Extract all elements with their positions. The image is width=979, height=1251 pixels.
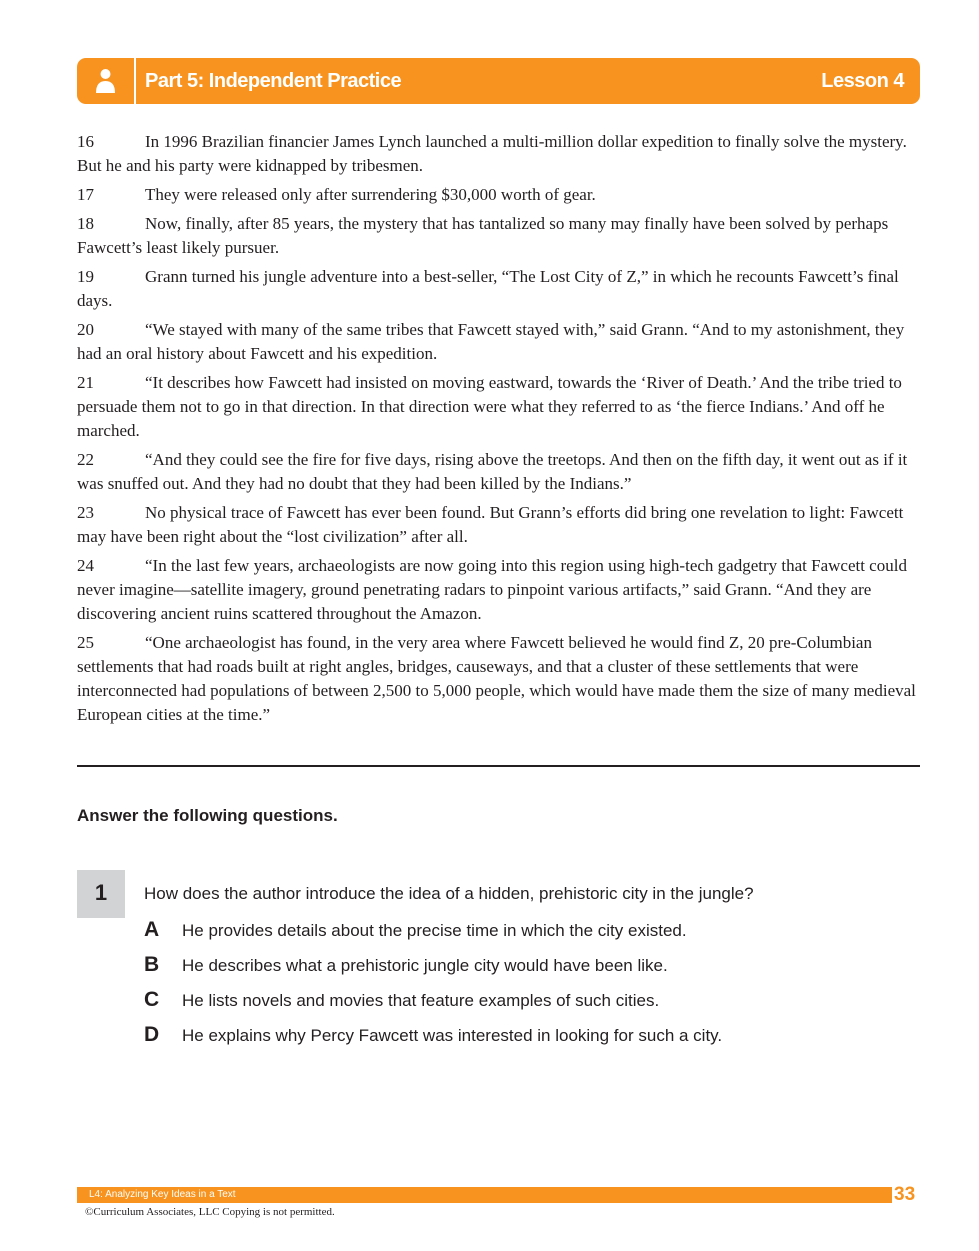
paragraph-number: 18	[77, 214, 94, 233]
paragraph-number: 22	[77, 450, 94, 469]
paragraph-16	[77, 130, 920, 178]
paragraph-text: They were released only after surrendering $30,000 worth of gear.	[145, 185, 596, 204]
paragraph-18	[77, 212, 920, 260]
paragraph-19	[77, 265, 920, 313]
paragraph-number: 25	[77, 633, 94, 652]
passage	[77, 130, 920, 732]
choice-text: He explains why Percy Fawcett was interested in looking for such a city.	[182, 1026, 723, 1045]
paragraph-text: No physical trace of Fawcett has ever been found. But Grann’s efforts did bring one revelation to light: Fawcett may have been right about the “lost civilization” after all.	[77, 503, 904, 546]
paragraph-text: “It describes how Fawcett had insisted on moving eastward, towards the ‘River of Death.’ And the tribe tried to persuade them not to go in that direction. In that direction were what they referred to as ‘the fierce Indians.’ And off he marched.	[77, 373, 902, 440]
paragraph-text: In 1996 Brazilian financier James Lynch launched a multi-million dollar expedition to finally solve the mystery. But he and his party were kidnapped by tribesmen.	[77, 132, 907, 175]
paragraph-text: “We stayed with many of the same tribes that Fawcett stayed with,” said Grann. “And to my astonishment, they had an oral history about Fawcett and his expedition.	[77, 320, 905, 363]
paragraph-text: “One archaeologist has found, in the very area where Fawcett believed he would find Z, 20 pre-Columbian settlements that had roads built at right angles, bridges, causeways, and that a cluster of these settlements that were interconnected had populations of between 2,500 to 5,000 people, which would have made them the size of many medieval European cities at the time.”	[77, 633, 916, 724]
page-number: 33	[894, 1184, 916, 1205]
header-divider	[134, 58, 136, 104]
paragraph-24	[77, 554, 920, 626]
choice-text: He lists novels and movies that feature examples of such cities.	[182, 991, 660, 1010]
lesson-label: Lesson 4	[821, 70, 904, 92]
person-icon	[77, 58, 134, 104]
paragraph-number: 19	[77, 267, 94, 286]
paragraph-text: “In the last few years, archaeologists are now going into this region using high-tech gadgetry that Fawcett could never imagine—satellite imagery, ground penetrating radars to pinpoint various artifacts,” said Grann. “And they are discovering ancient ruins scattered throughout the Amazon.	[77, 556, 907, 623]
footer-lesson-label: L4: Analyzing Key Ideas in a Text	[89, 1189, 236, 1200]
choice-letter: D	[144, 1023, 160, 1046]
paragraph-number: 23	[77, 503, 94, 522]
paragraph-20	[77, 318, 920, 366]
choice-letter: A	[144, 918, 160, 941]
question-text: How does the author introduce the idea of a hidden, prehistoric city in the jungle?	[144, 884, 754, 903]
paragraph-number: 20	[77, 320, 94, 339]
paragraph-number: 17	[77, 185, 94, 204]
paragraph-25	[77, 631, 920, 727]
paragraph-22	[77, 448, 920, 496]
section-divider	[77, 765, 920, 767]
instructions: Answer the following questions.	[77, 806, 338, 825]
paragraph-17	[77, 183, 920, 207]
paragraph-number: 21	[77, 373, 94, 392]
footer-bar	[77, 1187, 892, 1203]
paragraph-23	[77, 501, 920, 549]
question-number: 1	[77, 870, 125, 918]
paragraph-number: 16	[77, 132, 94, 151]
part-title: Part 5: Independent Practice	[145, 70, 402, 92]
choice-text: He describes what a prehistoric jungle city would have been like.	[182, 956, 668, 975]
copyright: ©Curriculum Associates, LLC Copying is not permitted.	[85, 1206, 335, 1218]
choice-letter: B	[144, 953, 160, 976]
paragraph-text: Now, finally, after 85 years, the mystery that has tantalized so many may finally have been solved by perhaps Fawcett’s least likely pursuer.	[77, 214, 889, 257]
choice-letter: C	[144, 988, 160, 1011]
section-header	[77, 58, 920, 104]
paragraph-text: “And they could see the fire for five days, rising above the treetops. And then on the fifth day, it went out as if it was snuffed out. And they had no doubt that they had been killed by the Indians.”	[77, 450, 908, 493]
choice-text: He provides details about the precise time in which the city existed.	[182, 921, 687, 940]
paragraph-21	[77, 371, 920, 443]
paragraph-text: Grann turned his jungle adventure into a best-seller, “The Lost City of Z,” in which he recounts Fawcett’s final days.	[77, 267, 899, 310]
paragraph-number: 24	[77, 556, 94, 575]
